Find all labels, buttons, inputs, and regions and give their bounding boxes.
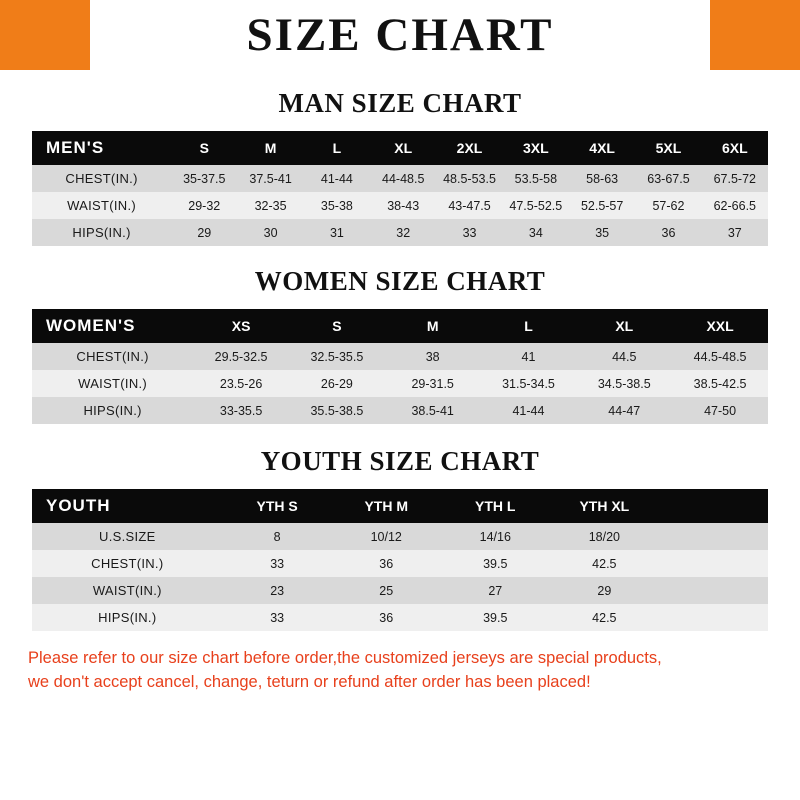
table-row [32, 550, 768, 577]
women-row2-cell3: 38.5-41 [385, 397, 481, 424]
women-row0-cell2: 32.5-35.5 [289, 343, 385, 370]
table-row [32, 523, 768, 550]
youth-header-cell-2: YTH M [332, 489, 441, 523]
man-row1-cell2: 32-35 [237, 192, 303, 219]
man-row0-cell2: 37.5-41 [237, 165, 303, 192]
footer-note [28, 647, 772, 695]
man-row2-cell8: 36 [635, 219, 701, 246]
youth-header-cell-1: YTH S [223, 489, 332, 523]
man-row1-cell4: 38-43 [370, 192, 436, 219]
youth-row0-cell5 [659, 523, 768, 550]
table-row [32, 192, 768, 219]
man-row2-cell4: 32 [370, 219, 436, 246]
man-row1-cell9: 62-66.5 [702, 192, 768, 219]
youth-row3-label: HIPS(IN.) [32, 604, 223, 631]
women-row0-cell4: 41 [481, 343, 577, 370]
footer-note-line-2: we don't accept cancel, change, teturn or refund after order has been placed! [28, 672, 591, 691]
women-row1-cell6: 38.5-42.5 [672, 370, 768, 397]
man-row0-cell7: 58-63 [569, 165, 635, 192]
youth-header-cell-0: YOUTH [32, 489, 223, 523]
youth-header-cell-3: YTH L [441, 489, 550, 523]
man-row2-cell6: 34 [503, 219, 569, 246]
man-row0-label: CHEST(IN.) [32, 165, 171, 192]
man-header-cell-1: S [171, 131, 237, 165]
man-row1-cell7: 52.5-57 [569, 192, 635, 219]
women-table-wrapper [32, 309, 768, 424]
women-row1-cell3: 29-31.5 [385, 370, 481, 397]
man-row0-cell5: 48.5-53.5 [436, 165, 502, 192]
youth-header-cell-4: YTH XL [550, 489, 659, 523]
man-header-cell-6: 3XL [503, 131, 569, 165]
man-table-wrapper [32, 131, 768, 246]
women-row2-cell6: 47-50 [672, 397, 768, 424]
man-row0-cell3: 41-44 [304, 165, 370, 192]
youth-section-title: YOUTH SIZE CHART [260, 446, 540, 476]
youth-row1-cell4: 42.5 [550, 550, 659, 577]
youth-header-cell-5 [659, 489, 768, 523]
table-header-row [32, 309, 768, 343]
man-header-cell-9: 6XL [702, 131, 768, 165]
man-header-cell-7: 4XL [569, 131, 635, 165]
youth-row1-label: CHEST(IN.) [32, 550, 223, 577]
man-row2-cell5: 33 [436, 219, 502, 246]
women-row1-cell5: 34.5-38.5 [576, 370, 672, 397]
man-row2-cell7: 35 [569, 219, 635, 246]
youth-row2-cell3: 27 [441, 577, 550, 604]
women-header-cell-1: XS [193, 309, 289, 343]
women-row1-cell4: 31.5-34.5 [481, 370, 577, 397]
women-row1-cell2: 26-29 [289, 370, 385, 397]
youth-row3-cell5 [659, 604, 768, 631]
youth-row0-cell2: 10/12 [332, 523, 441, 550]
youth-row2-cell4: 29 [550, 577, 659, 604]
women-row0-cell5: 44.5 [576, 343, 672, 370]
man-row0-cell6: 53.5-58 [503, 165, 569, 192]
table-row [32, 577, 768, 604]
man-row0-cell9: 67.5-72 [702, 165, 768, 192]
women-row0-cell1: 29.5-32.5 [193, 343, 289, 370]
women-header-cell-3: M [385, 309, 481, 343]
page-title: SIZE CHART [246, 9, 554, 61]
women-header-cell-0: WOMEN'S [32, 309, 193, 343]
table-row [32, 370, 768, 397]
women-row0-cell6: 44.5-48.5 [672, 343, 768, 370]
women-row0-cell3: 38 [385, 343, 481, 370]
table-row [32, 397, 768, 424]
youth-row1-cell1: 33 [223, 550, 332, 577]
youth-row3-cell4: 42.5 [550, 604, 659, 631]
table-row [32, 604, 768, 631]
youth-row0-label: U.S.SIZE [32, 523, 223, 550]
youth-row1-cell2: 36 [332, 550, 441, 577]
man-header-cell-8: 5XL [635, 131, 701, 165]
women-row1-cell1: 23.5-26 [193, 370, 289, 397]
footer-note-line-1: Please refer to our size chart before order,the customized jerseys are special products, [28, 649, 662, 667]
man-section-title: MAN SIZE CHART [278, 88, 522, 118]
youth-size-table [32, 489, 768, 631]
youth-row0-cell4: 18/20 [550, 523, 659, 550]
women-row2-cell4: 41-44 [481, 397, 577, 424]
youth-row2-cell5 [659, 577, 768, 604]
table-row [32, 219, 768, 246]
women-row0-label: CHEST(IN.) [32, 343, 193, 370]
man-row0-cell4: 44-48.5 [370, 165, 436, 192]
man-row0-cell8: 63-67.5 [635, 165, 701, 192]
youth-row1-cell5 [659, 550, 768, 577]
man-row2-cell2: 30 [237, 219, 303, 246]
women-row2-cell2: 35.5-38.5 [289, 397, 385, 424]
man-header-cell-0: MEN'S [32, 131, 171, 165]
man-header-cell-3: L [304, 131, 370, 165]
youth-row2-label: WAIST(IN.) [32, 577, 223, 604]
youth-table-wrapper [32, 489, 768, 631]
youth-row2-cell1: 23 [223, 577, 332, 604]
man-row1-label: WAIST(IN.) [32, 192, 171, 219]
youth-row0-cell1: 8 [223, 523, 332, 550]
table-row [32, 343, 768, 370]
women-header-cell-5: XL [576, 309, 672, 343]
women-section-title: WOMEN SIZE CHART [254, 266, 546, 296]
banner-accent-left [0, 0, 90, 70]
women-row2-cell1: 33-35.5 [193, 397, 289, 424]
man-row1-cell3: 35-38 [304, 192, 370, 219]
man-row2-cell1: 29 [171, 219, 237, 246]
women-header-cell-6: XXL [672, 309, 768, 343]
man-row1-cell1: 29-32 [171, 192, 237, 219]
man-row1-cell5: 43-47.5 [436, 192, 502, 219]
table-header-row [32, 131, 768, 165]
women-header-cell-2: S [289, 309, 385, 343]
women-size-table [32, 309, 768, 424]
youth-row2-cell2: 25 [332, 577, 441, 604]
women-header-cell-4: L [481, 309, 577, 343]
women-row1-label: WAIST(IN.) [32, 370, 193, 397]
women-row2-label: HIPS(IN.) [32, 397, 193, 424]
youth-row0-cell3: 14/16 [441, 523, 550, 550]
man-row2-cell3: 31 [304, 219, 370, 246]
man-row1-cell8: 57-62 [635, 192, 701, 219]
banner-accent-right [710, 0, 800, 70]
man-row0-cell1: 35-37.5 [171, 165, 237, 192]
youth-row3-cell3: 39.5 [441, 604, 550, 631]
table-row [32, 165, 768, 192]
table-header-row [32, 489, 768, 523]
youth-row3-cell2: 36 [332, 604, 441, 631]
man-row1-cell6: 47.5-52.5 [503, 192, 569, 219]
man-header-cell-4: XL [370, 131, 436, 165]
man-row2-label: HIPS(IN.) [32, 219, 171, 246]
man-header-cell-5: 2XL [436, 131, 502, 165]
man-row2-cell9: 37 [702, 219, 768, 246]
youth-row3-cell1: 33 [223, 604, 332, 631]
youth-row1-cell3: 39.5 [441, 550, 550, 577]
man-header-cell-2: M [237, 131, 303, 165]
women-row2-cell5: 44-47 [576, 397, 672, 424]
man-size-table [32, 131, 768, 246]
header-banner [0, 0, 800, 70]
